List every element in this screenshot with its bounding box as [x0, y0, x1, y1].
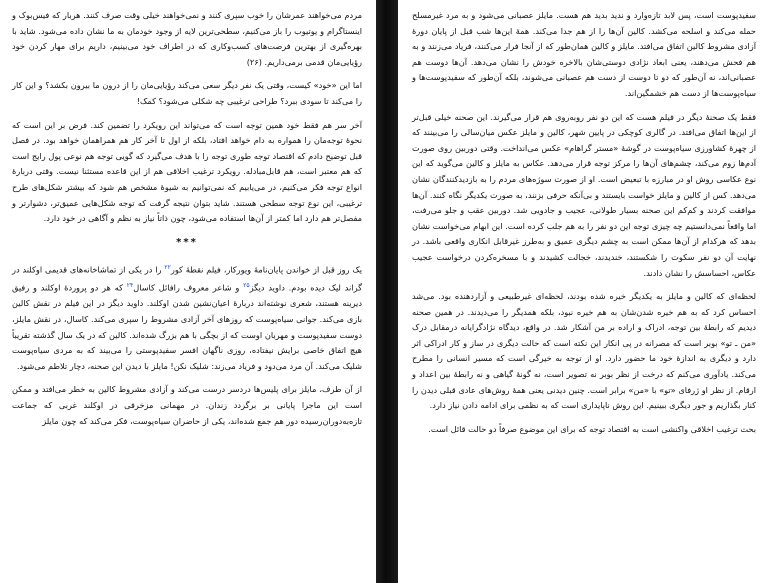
left-paragraph-3: آخر سر هم فقط خود همین توجه است که می‌تواند این رویکرد را تضمین کند. فرض بر این است که نحوهٔ توجه‌مان را همواره به دام خواهد افتاد، بلکه از اول تا آخر کار هم همراهمان خواهد بود. در فصل قبل توضیح دادم که اقتصاد توجه طوری توجه را با هدف می‌گیرد که گویی توجه هم نوعی پول رایج است که هم معتبر است، هم قابل‌مبادله. رویکرد ترغیب اخلاقی هم از این قاعده مستثنا نیست. وقتی دربارهٔ انواع توجه فکر می‌کنیم، در می‌یابیم که نمی‌توانیم به شیوهٔ مشخص هم شود که بیشتر شکل‌های طرح ترغیبی، این نوع توجه سطحی هستند. شاید بتوان نتیجه گرفت که توجه شکل‌هایی عمیق‌تر، دشوارتر و مفصل‌تر هم دارد اما کمتر از آن‌ها استفاده می‌شود، چون ذاتاً نیاز به نظم و آگاهی در خود دارد.	[12, 119, 362, 224]
right-paragraph-3: لحظه‌ای که کالین و مایلز به یکدیگر خیره شده بودند، لحظه‌ای غیرطبیعی و آزاردهنده بود. می‌شد احساس کرد که به هم خیره شدن‌شان به هم خیره نبود، بلکه همدیگر را می‌دیدند. در همین صحنه دیدیم که رابطهٔ بین توجه، ادراک و اراده بر من آشکار شد. در واقع، دیدگاه نژادگرایانه درمقابل درک «من ـ تو» بوبر است که مصرانه در پی انکار این نکته است که حالت دیگری در ساز و کار ادراکی اثر دارد و دیگری به اندازهٔ خود ما حضور دارد. او از توجه به خیرگی است که مسیر انسانی را مطرح می‌کند. یادآوری می‌کنم که درخت از نظر بوبر نه تصویر است، نه گونهٔ گیاهی و نه رابطهٔ بین اعداد و ارقام. از نظر او ژرفای «تو» با «من» برابر است. چنین دیدنی یعنی همهٔ روش‌های عادی قبلی دیدن را کنار بگذاریم و جور دیگری ببینیم. این روش ناپایداری است که به نظمی برای ادامه دادن نیاز دارد.	[412, 291, 756, 411]
left-paragraph-5: از آن طرف، مایلز برای پلیس‌ها دردسر درست می‌کند و آزادی مشروط کالین به خطر می‌افتد و ممکن است این ماجرا پایانی بر برگردد زندان. در مهمانی مزخرفی در اوکلند غربی که جماعت تازه‌به‌دوران‌رسیده دور هم جمع شده‌اند، یکی از حاضران سیاه‌پوست، فکر می‌کند که چون مایلز	[12, 384, 362, 426]
p4-text-part-3: و شاعر معروف رافائل کاسال	[133, 282, 244, 293]
left-paragraph-2: اما این «خود» کیست، وقتی یک نفر دیگر سعی می‌کند رؤیایی‌مان را از درون ما بیرون بکشد؟ و این کار را می‌کند تا سودی ببرد؟ طراحی ترغیبی چه شکلی می‌شود؟ کمک!	[12, 80, 362, 106]
right-paragraph-1: سفیدپوست است، پس لابد تازه‌وارد و ندید بدید هم هست. مایلز عصبانی می‌شود و به مرد غیرمسلح حمله می‌کند و اسلحه می‌کشد. کالین آن‌ها را از هم جدا می‌کند. همهٔ این‌ها شب قبل از پایان دورهٔ آزادی مشروط کالین اتفاق می‌افتد. مایلز و کالین همان‌طور که از آنجا فرار می‌کنند، فریاد می‌زنند و به هم فحش می‌دهند، یعنی ابعاد نژادی دوستی‌شان بالاخره خودش را نشان می‌دهد. آن‌ها دوست هم عصبانی‌اند، نه آن‌طور که دو تا دوست از دست هم عصبانی می‌شوند، بلکه آن‌طور که سفیدپوست‌ها و سیاه‌پوست‌ها از دست هم خشمگین‌اند.	[412, 10, 756, 98]
left-paragraph-4	[12, 260, 362, 375]
right-paragraph-4: بحث ترغیب اخلاقی واکنشی است به اقتصاد توجه که برای این موضوع صرفاً دو حالت قائل است.	[428, 423, 756, 434]
left-page	[0, 0, 376, 583]
section-separator: ***	[176, 236, 198, 248]
p4-text-part-2: را در یکی از تماشاخانه‌های قدیمی اوکلند در گراند لیک دیده بودم. داوید دیگز	[12, 264, 362, 293]
right-paragraph-2: فقط یک صحنهٔ دیگر در فیلم هست که این دو نفر روبه‌روی هم قرار می‌گیرند. این صحنه خیلی قبل‌تر از این‌ها اتفاق می‌افتد. در گالری کوچکی در پایین شهر، کالین و مایلز عکس میان‌سالی را می‌بینند که از چهرهٔ کشاورزی سیاه‌پوست در گوشهٔ «مستر گراهام» عکس می‌انداخت. وقتی دوربین روی صورت آدم‌ها زوم می‌کند، چشم‌های آن‌ها را مرکز توجه قرار می‌دهد. عکاس به مایلز و کالین می‌گوید که این نوع عکاسی روش او در مبارزه با تبعیض است. او از صورت سوژه‌های مردم را به بازدیدکنندگان نشان می‌دهد. کس از کالین و مایلز خواست بایستند و بی‌آنکه حرفی بزنند، به صورت یکدیگر نگاه کنند. آن‌ها موافقت کردند و کم‌کم این صحنه بسیار طولانی، عجیب و جادویی شد. دوربین عقب و جلو می‌رفت، اما واقعاً نمی‌دانستیم چه چیزی توجه این دو نفر را به هم جلب کرده است. این ابهام می‌خواست نشان بدهد که هرکدام از آن‌ها ممکن است به چشم دیگری عمیق و به‌طرز غیرقابل انکاری واقعی باشد. در نهایت آن دو نفر سکوت را شکستند، خندیدند، خجالت کشیدند و با مسخره‌کردن درخواست عجیب عکاس، احساسش را نشان دادند.	[412, 111, 756, 278]
footnote-ref-1[interactable]: ۲۲	[164, 263, 171, 271]
footnote-ref-3[interactable]: ۲۴	[126, 282, 134, 290]
right-page	[398, 0, 768, 583]
book-spine-divider	[376, 0, 398, 583]
p4-text-part-1: یک روز قبل از خواندن پایان‌نامهٔ ویورکار، فیلم نقطهٔ کور	[170, 264, 363, 275]
left-paragraph-1: مردم می‌خواهند عمرشان را خوب سپری کنند و نمی‌خواهند خیلی وقت صرف کنند. هربار که فیس‌بوک و اینستاگرام و یوتیوب را باز می‌کنیم، سطحی‌ترین لایه از وجود خودمان به ما نشان داده می‌شود. شاید با بهره‌گیری از بهترین فرصت‌های کسب‌وکاری که در اطراف خود می‌بینیم، داریم برای مهار کردن خود رؤیایی‌مان قدمی برمی‌داریم. (۲۶)	[12, 10, 362, 67]
p4-text-part-4: که هر دو پرورده‌ٔ اوکلند و رفیق دیرینه هستند، شعری نوشته‌اند دربارهٔ اعیان‌نشین شدن اوکلند. داوید دیگز در این فیلم در نقش کالین بازی می‌کند. جوانی سیاه‌پوست که روزهای آخر آزادی مشروط را سپری می‌کند. کاسال، در نقش مایلز، دوست سفیدپوست و مهربان اوست که از بچگی با هم بزرگ شده‌اند. کالین که در یک سال گذشته تقریباً هیچ اتفاق خاصی برایش نیفتاده، روزی ناگهان افسر سفیدپوستی را می‌بیند که به مردی سیاه‌پوست شلیک می‌کند. آن مرد می‌دود و فریاد می‌زند: شلیک نکن! مایلز با دیدن این صحنه، دچار تلاطم می‌شود.	[12, 282, 362, 371]
footnote-ref-2[interactable]: ۲۵	[243, 282, 250, 290]
